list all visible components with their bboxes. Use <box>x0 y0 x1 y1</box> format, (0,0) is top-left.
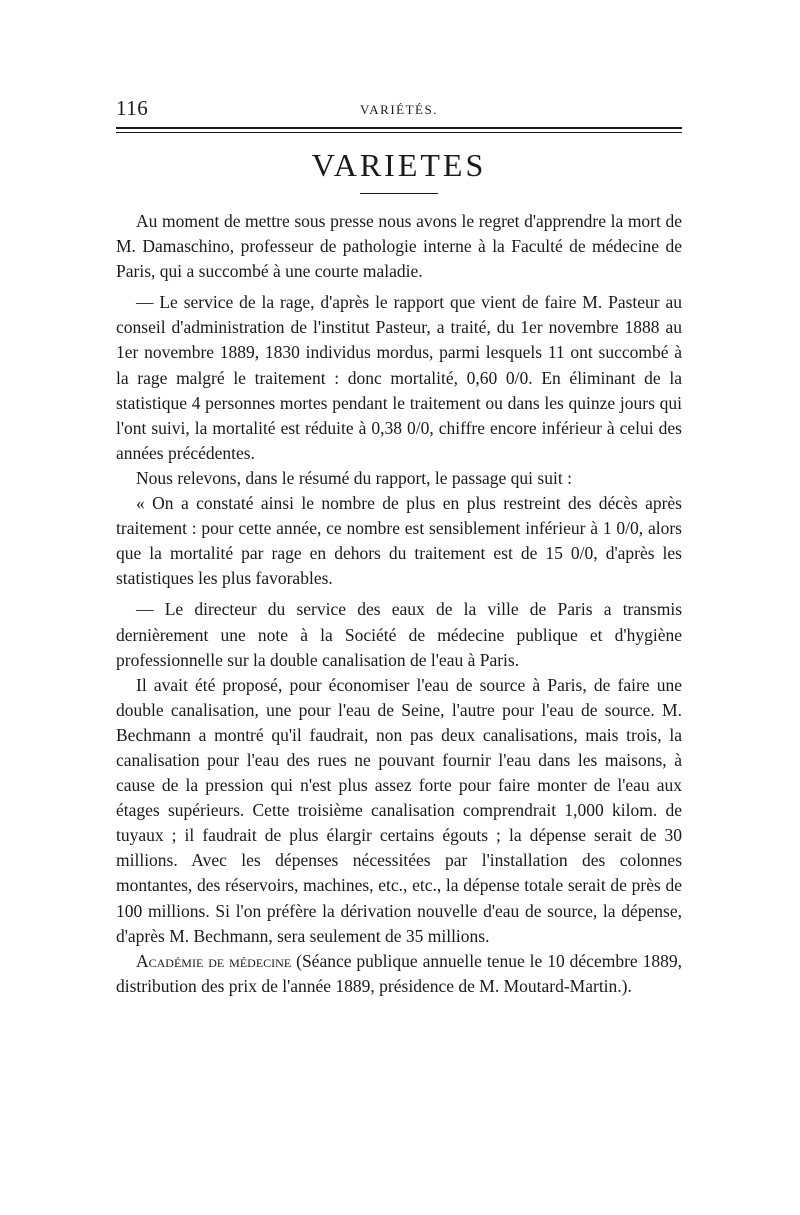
quotation-paragraph: « On a constaté ainsi le nombre de plus en plus restreint des décès après traitement : pour cette année, ce nombre est sensiblement inférieur à 1 0/0, alors que la mortalité par rage en dehors du traitement est de 15 0/0, d'après les statistiques les plus favorables. <box>116 493 682 589</box>
section-heading: Académie de médecine <box>136 950 292 971</box>
paragraph: — Le directeur du service des eaux de la ville de Paris a transmis dernièrement une note à la Société de médecine publique et d'hygiène professionnelle sur la double canalisation de l'eau à Paris. <box>116 599 682 670</box>
title-rule <box>360 193 438 194</box>
paragraph-text: (Séance publique annuelle tenue le 10 décembre 1889, distribution des prix de l'année 1889, présidence de M. Moutard-Martin.). <box>116 950 682 996</box>
paragraph: Nous relevons, dans le résumé du rapport, le passage qui suit : <box>136 467 572 488</box>
running-head <box>116 90 682 122</box>
page <box>116 90 682 999</box>
paragraph: Il avait été proposé, pour économiser l'eau de source à Paris, de faire une double canalisation, une pour l'eau de Seine, l'autre pour l'eau de source. M. Bechmann a montré qu'il faudrait, non pas deux canalisations, mais trois, la canalisation pour l'eau des rues ne pouvant fournir l'eau dans les maisons, à cause de la pression qui n'est plus assez forte pour faire monter de l'eau aux étages supérieurs. Cette troisième canalisation comprendrait 1,000 kilom. de tuyaux ; il faudrait de plus élargir certains égouts ; la dépense serait de 30 millions. Avec les dépenses nécessitées par l'installation des colonnes montantes, des réservoirs, machines, etc., etc., la dépense totale serait de près de 100 millions. Si l'on préfère la dérivation nouvelle d'eau de source, la dépense, d'après M. Bechmann, sera seulement de 35 millions. <box>116 674 682 946</box>
header-rule-thick <box>116 127 682 129</box>
header-rule-thin <box>116 132 682 133</box>
article-body <box>116 209 682 999</box>
article-title: VARIETES <box>311 147 487 183</box>
paragraph <box>116 949 682 999</box>
page-number: 116 <box>116 96 149 120</box>
running-title: VARIÉTÉS. <box>360 102 438 117</box>
paragraph: — Le service de la rage, d'après le rapport que vient de faire M. Pasteur au conseil d'administration de l'institut Pasteur, a traité, du 1er novembre 1888 au 1er novembre 1889, 1830 individus mordus, parmi lesquels 11 ont succombé à la rage malgré le traitement : donc mortalité, 0,60 0/0. En éliminant de la statistique 4 personnes mortes pendant le traitement ou dans les quinze jours qui l'ont suivi, la mortalité est réduite à 0,38 0/0, chiffre encore inférieur à celui des années précédentes. <box>116 292 682 463</box>
paragraph: Au moment de mettre sous presse nous avons le regret d'apprendre la mort de M. Damaschino, professeur de pathologie interne à la Faculté de médecine de Paris, qui a succombé à une courte maladie. <box>116 211 682 282</box>
